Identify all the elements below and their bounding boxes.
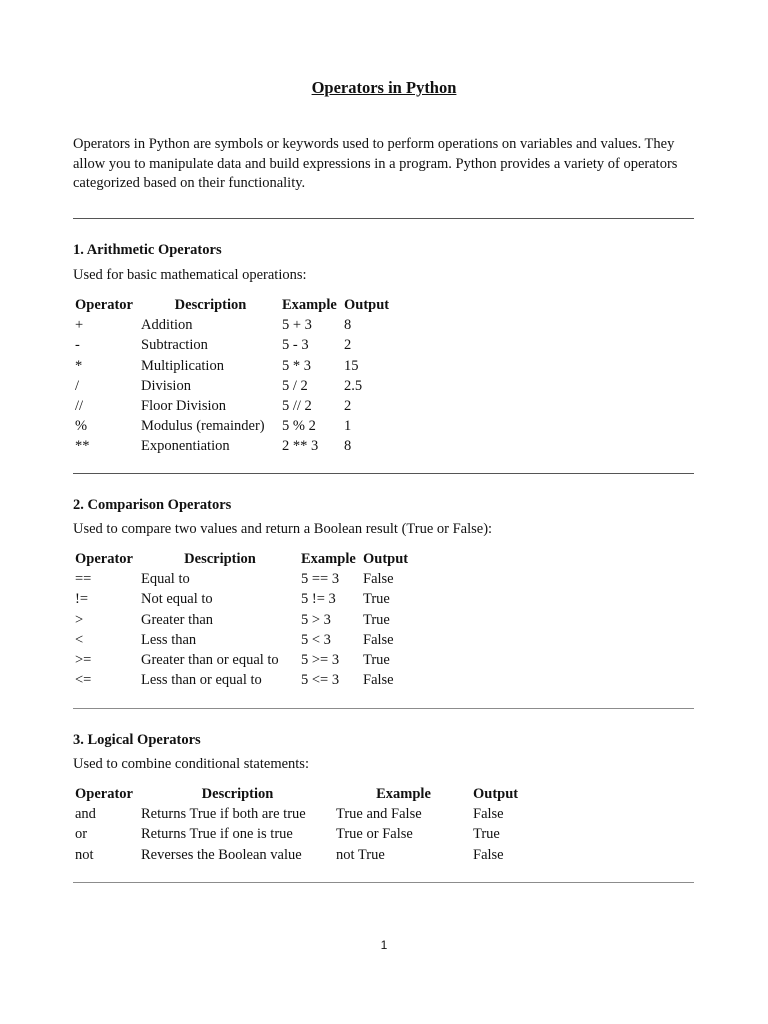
operator-cell: - — [75, 337, 80, 354]
operator-cell: and — [75, 806, 96, 823]
example-cell: 5 > 3 — [301, 611, 331, 628]
description-cell: Less than or equal to — [141, 672, 262, 689]
column-header-operator: Operator — [75, 786, 133, 802]
table-row — [73, 376, 402, 396]
operator-cell: != — [75, 591, 89, 608]
output-cell: 8 — [344, 317, 352, 334]
output-cell: 2 — [344, 398, 352, 415]
description-cell: Modulus (remainder) — [141, 418, 265, 435]
operator-cell: / — [75, 377, 80, 394]
section-description-logical: Used to combine conditional statements: — [73, 756, 309, 772]
description-cell: Division — [141, 377, 191, 394]
description-cell: Addition — [141, 317, 193, 334]
table-row — [73, 315, 402, 335]
example-cell: 5 < 3 — [301, 631, 331, 648]
operator-cell: <= — [75, 672, 92, 689]
output-cell: 15 — [344, 357, 359, 374]
page-number: 1 — [380, 938, 388, 952]
example-cell: 5 >= 3 — [301, 652, 340, 669]
output-cell: 1 — [344, 418, 352, 435]
column-header-example: Example — [282, 297, 337, 313]
description-cell: Greater than — [141, 611, 214, 628]
section-heading-arithmetic: 1. Arithmetic Operators — [73, 242, 222, 258]
example-cell: 2 ** 3 — [282, 438, 319, 455]
example-cell: 5 + 3 — [282, 317, 312, 334]
table-row — [73, 356, 402, 376]
table-row — [73, 416, 402, 436]
example-cell: 5 / 2 — [282, 377, 308, 394]
output-cell: True — [363, 652, 390, 669]
description-cell: Subtraction — [141, 337, 208, 354]
table-row — [73, 610, 421, 630]
column-header-description: Description — [174, 297, 247, 313]
example-cell: 5 != 3 — [301, 591, 336, 608]
column-header-example: Example — [376, 786, 431, 802]
output-cell: 8 — [344, 438, 352, 455]
table-row — [73, 650, 421, 670]
example-cell: 5 // 2 — [282, 398, 312, 415]
description-cell: Floor Division — [141, 398, 226, 415]
table-row — [73, 569, 421, 589]
output-cell: True — [363, 591, 390, 608]
description-cell: Returns True if one is true — [141, 826, 293, 843]
example-cell: 5 % 2 — [282, 418, 316, 435]
description-cell: Less than — [141, 631, 197, 648]
output-cell: False — [363, 672, 394, 689]
section-divider — [73, 708, 694, 709]
column-header-example: Example — [301, 551, 356, 567]
table-row — [73, 436, 402, 456]
operator-cell: * — [75, 357, 83, 374]
section-description-arithmetic: Used for basic mathematical operations: — [73, 267, 307, 283]
example-cell: True or False — [336, 826, 413, 843]
comparison-operators-table — [73, 549, 421, 690]
output-cell: 2.5 — [344, 377, 363, 394]
table-row — [73, 589, 421, 609]
description-cell: Exponentiation — [141, 438, 230, 455]
table-header-row — [73, 549, 421, 569]
example-cell: 5 * 3 — [282, 357, 311, 374]
intro-paragraph: Operators in Python are symbols or keywords used to perform operations on variables and values. They allow you to manipulate data and build expressions in a program. Python provides a variety of operators categorized based on their functionality. — [73, 136, 678, 191]
description-cell: Reverses the Boolean value — [141, 846, 302, 863]
column-header-output: Output — [363, 551, 409, 567]
output-cell: False — [363, 571, 394, 588]
output-cell: False — [473, 846, 504, 863]
operator-cell: not — [75, 846, 94, 863]
column-header-output: Output — [344, 297, 390, 313]
section-divider — [73, 882, 694, 883]
table-row — [73, 670, 421, 690]
description-cell: Greater than or equal to — [141, 652, 279, 669]
operator-cell: < — [75, 631, 84, 648]
operator-cell: or — [75, 826, 88, 843]
example-cell: 5 == 3 — [301, 571, 340, 588]
example-cell: True and False — [336, 806, 422, 823]
example-cell: 5 <= 3 — [301, 672, 340, 689]
description-cell: Not equal to — [141, 591, 213, 608]
column-header-description: Description — [201, 786, 274, 802]
output-cell: 2 — [344, 337, 352, 354]
description-cell: Multiplication — [141, 357, 224, 374]
description-cell: Returns True if both are true — [141, 806, 306, 823]
table-row — [73, 335, 402, 355]
output-cell: True — [473, 826, 500, 843]
operator-cell: + — [75, 317, 84, 334]
section-description-comparison: Used to compare two values and return a Boolean result (True or False): — [73, 521, 493, 537]
operator-cell: ** — [75, 438, 90, 455]
column-header-operator: Operator — [75, 297, 133, 313]
section-divider — [73, 218, 694, 219]
section-divider — [73, 473, 694, 474]
operator-cell: > — [75, 611, 84, 628]
logical-operators-table — [73, 784, 531, 865]
table-row — [73, 396, 402, 416]
operator-cell: % — [75, 418, 88, 435]
table-row — [73, 630, 421, 650]
column-header-output: Output — [473, 786, 519, 802]
output-cell: True — [363, 611, 390, 628]
arithmetic-operators-table — [73, 295, 402, 457]
table-row — [73, 824, 531, 844]
output-cell: False — [473, 806, 504, 823]
column-header-description: Description — [184, 551, 256, 567]
table-header-row — [73, 295, 402, 315]
section-heading-logical: 3. Logical Operators — [73, 732, 201, 748]
description-cell: Equal to — [141, 571, 190, 588]
section-heading-comparison: 2. Comparison Operators — [73, 497, 232, 513]
column-header-operator: Operator — [75, 551, 133, 567]
table-row — [73, 845, 531, 865]
example-cell: not True — [336, 846, 385, 863]
page-title: Operators in Python — [311, 78, 457, 97]
output-cell: False — [363, 631, 394, 648]
operator-cell: == — [75, 571, 92, 588]
table-row — [73, 804, 531, 824]
operator-cell: >= — [75, 652, 92, 669]
operator-cell: // — [75, 398, 84, 415]
example-cell: 5 - 3 — [282, 337, 309, 354]
table-header-row — [73, 784, 531, 804]
